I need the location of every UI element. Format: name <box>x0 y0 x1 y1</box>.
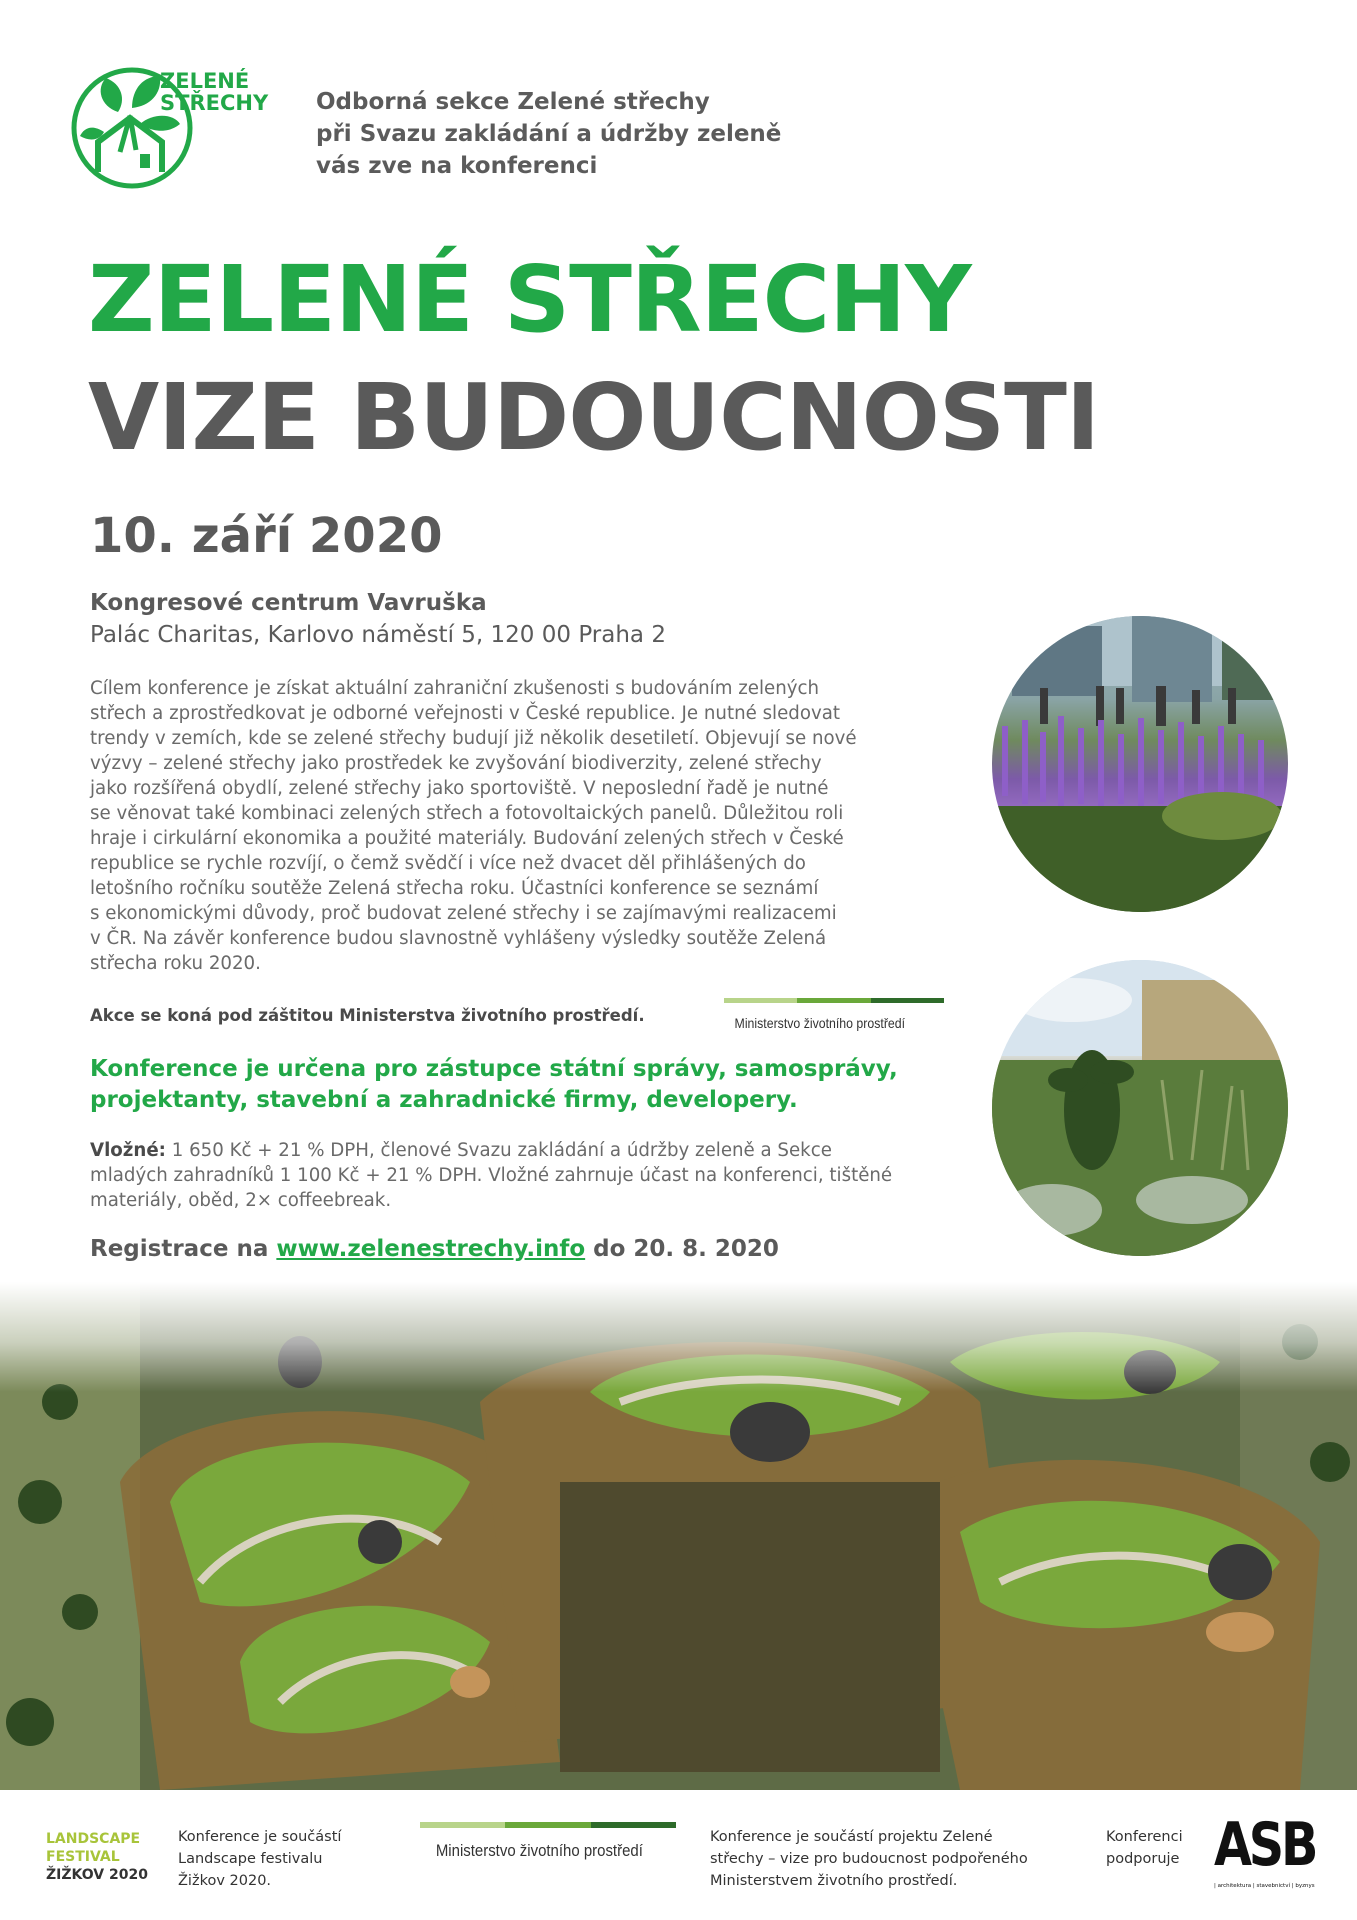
organizer-line2: při Svazu zakládání a údržby zeleně <box>316 121 782 147</box>
ministry-bars <box>420 1822 676 1828</box>
description-line: s ekonomickými důvody, proč budovat zelené střechy i se zajímavými realizacemi <box>90 903 837 924</box>
rooftop-meadow-photo <box>992 960 1288 1256</box>
audience-text <box>90 1054 898 1116</box>
ministry-bar <box>724 998 797 1003</box>
festival-logo-line3: ŽIŽKOV 2020 <box>46 1867 148 1883</box>
registration-link[interactable]: www.zelenestrechy.info <box>276 1236 586 1262</box>
description-line: trendy v zemích, kde se zelené střechy budují již několik desetiletí. Objevují se nové <box>90 728 857 749</box>
title-line1: ZELENÉ STŘECHY <box>88 246 971 353</box>
festival-text-line: Konference je součástí <box>178 1829 342 1845</box>
project-text <box>710 1826 1040 1892</box>
organizer-line1: Odborná sekce Zelené střechy <box>316 89 710 115</box>
ministry-bars <box>724 998 944 1003</box>
description-line: republice se rychle rozvíjí, o čemž svědčí i více než dvacet děl přihlášených do <box>90 853 806 874</box>
ministry-label: Ministerstvo životního prostředí <box>435 1841 643 1860</box>
photo-illustration <box>992 616 1288 912</box>
description-line: jako rozšířená obydlí, zelené střechy jako sportoviště. V neposlední řadě je nutné <box>90 778 829 799</box>
logo-line1: ZELENÉ <box>160 69 250 93</box>
project-text-line: Konference je součástí projektu Zelené <box>710 1829 993 1845</box>
audience-line1: Konference je určena pro zástupce státní správy, samosprávy, <box>90 1056 898 1082</box>
asb-logo-text: ASB <box>1214 1810 1316 1880</box>
venue-address: Palác Charitas, Karlovo náměstí 5, 120 00 Praha 2 <box>90 622 666 648</box>
ministry-bar <box>591 1822 676 1828</box>
fee-line1: 1 650 Kč + 21 % DPH, členové Svazu zakládání a údržby zeleně a Sekce <box>165 1140 832 1161</box>
description-line: letošního ročníku soutěže Zelená střecha roku. Účastníci konference se seznámí <box>90 878 819 899</box>
festival-text-line: Žižkov 2020. <box>178 1873 272 1889</box>
patronage-text: Akce se koná pod záštitou Ministerstva životního prostředí. <box>90 1006 645 1025</box>
description-line: střecha roku 2020. <box>90 953 261 974</box>
fee-line2: mladých zahradníků 1 100 Kč + 21 % DPH. Vložné zahrnuje účast na konferenci, tištěné <box>90 1165 893 1186</box>
festival-text-line: Landscape festivalu <box>178 1851 323 1867</box>
fee-line3: materiály, oběd, 2× coffeebreak. <box>90 1190 392 1211</box>
zelene-strechy-logo <box>70 62 270 194</box>
description-line: Cílem konference je získat aktuální zahraniční zkušenosti s budováním zelených <box>90 678 820 699</box>
venue-name: Kongresové centrum Vavruška <box>90 590 487 616</box>
project-text-line: střechy – vize pro budoucnost podpořeného <box>710 1851 1028 1867</box>
description-line: výzvy – zelené střechy jako prostředek ke zvyšování biodiverzity, zelené střechy <box>90 753 822 774</box>
asb-logo <box>1214 1810 1320 1910</box>
event-date: 10. září 2020 <box>90 508 443 564</box>
support-text-line: podporuje <box>1106 1851 1180 1867</box>
festival-logo-line2: FESTIVAL <box>46 1849 120 1865</box>
registration-prefix: Registrace na <box>90 1236 277 1262</box>
support-text <box>1106 1826 1206 1870</box>
organizer-text <box>316 86 781 182</box>
description-line: v ČR. Na závěr konference budou slavnostně vyhlášeny výsledky soutěže Zelená <box>90 928 827 949</box>
project-text-line: Ministerstvem životního prostředí. <box>710 1873 958 1889</box>
asb-logo-subtitle: | architektura | stavebnictví | byznys <box>1214 1883 1315 1889</box>
title-line2: VIZE BUDOUCNOSTI <box>88 364 1100 471</box>
description-line: hraje i cirkulární ekonomika a použité materiály. Budování zelených střech v České <box>90 828 844 849</box>
organizer-line3: vás zve na konferenci <box>316 153 598 179</box>
description <box>90 676 930 976</box>
ministry-logo <box>724 998 944 1038</box>
festival-text <box>178 1826 378 1892</box>
ministry-bar <box>797 998 870 1003</box>
ministry-label: Ministerstvo životního prostředí <box>734 1015 906 1031</box>
fee-label: Vložné: <box>90 1140 166 1161</box>
registration <box>90 1234 779 1264</box>
fee-text <box>90 1138 970 1213</box>
aerial-fade <box>0 1282 1357 1392</box>
rooftop-garden-photo <box>992 616 1288 912</box>
description-line: střech a zprostředkovat je odborné veřejnosti v České republice. Je nutné sledovat <box>90 703 841 724</box>
support-text-line: Konferenci <box>1106 1829 1183 1845</box>
ministry-logo-footer <box>420 1822 676 1860</box>
description-line: se věnovat také kombinaci zelených střech a fotovoltaických panelů. Důležitou roli <box>90 803 844 824</box>
ministry-bar <box>505 1822 590 1828</box>
logo-line2: STŘECHY <box>160 91 269 115</box>
festival-logo-line1: LANDSCAPE <box>46 1831 141 1847</box>
registration-suffix: do 20. 8. 2020 <box>585 1236 779 1262</box>
photo-illustration <box>992 960 1288 1256</box>
ministry-bar <box>871 998 944 1003</box>
audience-line2: projektanty, stavební a zahradnické firmy, developery. <box>90 1087 798 1113</box>
ministry-bar <box>420 1822 505 1828</box>
landscape-festival-logo <box>46 1830 148 1884</box>
